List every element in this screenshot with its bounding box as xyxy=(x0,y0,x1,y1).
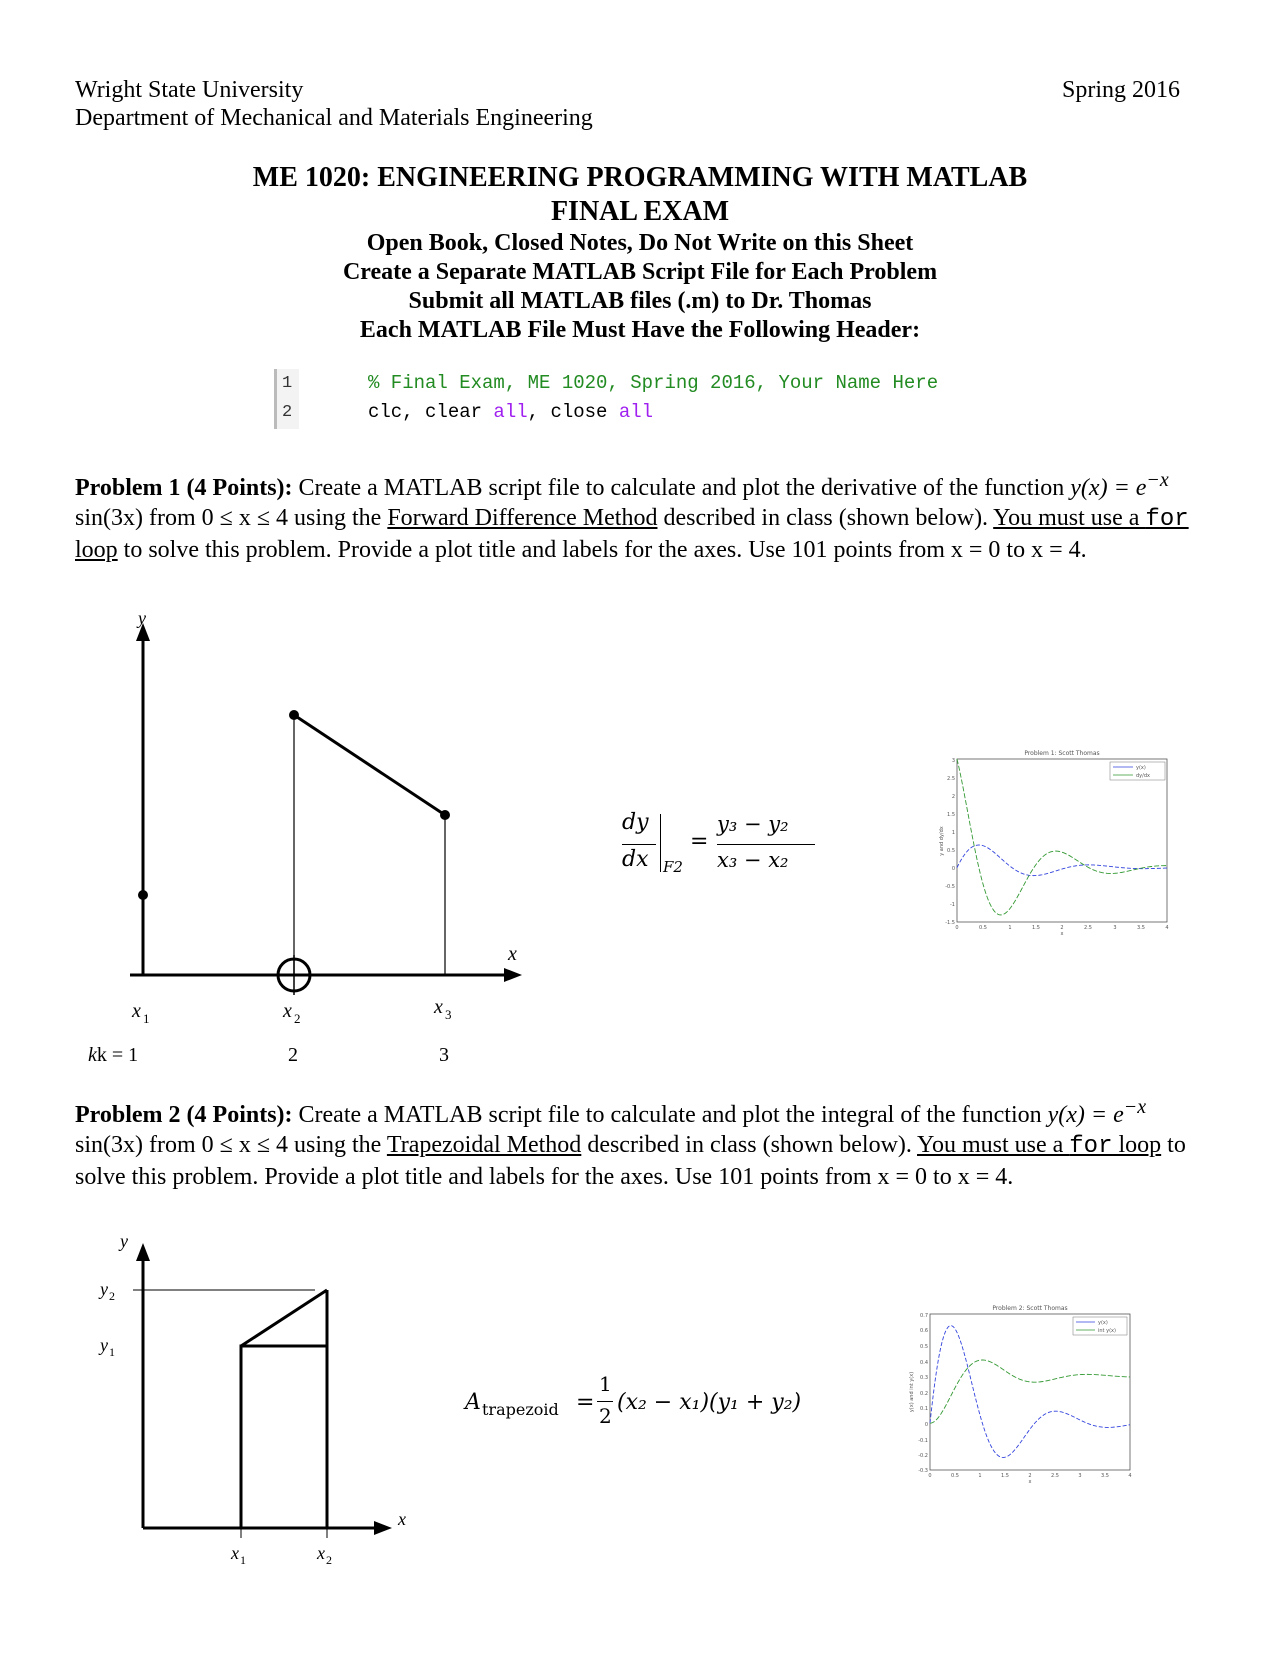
p1-plot-ylabel: y and dy/dx xyxy=(939,826,945,856)
code-keyword-all: all xyxy=(493,401,528,423)
problem-1-loop: loop xyxy=(75,537,118,563)
p2-ytick: 0.6 xyxy=(920,1328,928,1334)
instruction-line-1: Open Book, Closed Notes, Do Not Write on this Sheet xyxy=(366,230,914,256)
department-name: Department of Mechanical and Materials Engineering xyxy=(75,105,593,131)
p1-xtick: 4 xyxy=(1165,925,1169,931)
p1-xtick: 3 xyxy=(1113,925,1117,931)
p1-xtick: 1 xyxy=(1008,925,1012,931)
formula-numerator: y₃ − y₂ xyxy=(717,812,789,836)
p2-legend-y: y(x) xyxy=(1098,1320,1108,1326)
p1-x1-sub: 1 xyxy=(143,1011,150,1026)
code-header-block xyxy=(274,369,974,429)
formula-subscript: F2 xyxy=(663,858,683,876)
p2-y2-sub: 2 xyxy=(109,1289,115,1303)
formula-A: A xyxy=(465,1390,481,1415)
p1-k2: 2 xyxy=(288,1044,298,1066)
p2-ytick: 0.1 xyxy=(920,1406,928,1412)
p1-ytick: 0.5 xyxy=(947,848,955,854)
p1-ytick: -0.5 xyxy=(945,884,955,890)
problem-2-text: described in class (shown below). xyxy=(581,1132,918,1158)
p1-xtick: 3.5 xyxy=(1137,925,1145,931)
course-title: ME 1020: ENGINEERING PROGRAMMING WITH MATLAB xyxy=(252,162,1028,193)
problem-2-must: You must use a xyxy=(917,1132,1070,1158)
problem-1-function-rest: sin(3x) xyxy=(75,505,143,531)
term: Spring 2016 xyxy=(1062,77,1181,103)
university-name: Wright State University xyxy=(75,77,304,103)
p2-xtick: 0.5 xyxy=(951,1473,959,1479)
formula-equals: = xyxy=(569,1390,602,1415)
p1-x1-label: x xyxy=(132,1000,141,1022)
problem-1-must: You must use a xyxy=(993,505,1146,531)
p1-x2-sub: 2 xyxy=(294,1011,301,1026)
problem-2-text: Create a MATLAB script file to calculate and plot the integral of the function xyxy=(292,1102,1048,1128)
p2-plot-xlabel: x xyxy=(1028,1479,1032,1485)
p2-x1-sub: 1 xyxy=(240,1553,246,1565)
p1-plot-xlabel: x xyxy=(1060,931,1064,935)
problem-1-text: to solve this problem. Provide a plot title and labels for the axes. Use 101 points from x = 0 to x = 4. xyxy=(117,537,1087,563)
trapezoid-diagram xyxy=(90,1235,420,1565)
problem-2-exponent: −x xyxy=(1123,1096,1147,1118)
p2-xtick: 1 xyxy=(978,1473,982,1479)
p2-ytick: 0.4 xyxy=(920,1360,928,1366)
p1-xtick: 2.5 xyxy=(1084,925,1092,931)
p2-plot-ylabel: y(x) and int y(x) xyxy=(909,1371,915,1413)
forward-difference-formula: dy dx F2 = y₃ − y₂ x₃ − x₂ xyxy=(622,810,822,880)
problem-2-method: Trapezoidal Method xyxy=(386,1132,582,1158)
problem-2-function: y(x) = e xyxy=(1047,1102,1124,1128)
instruction-line-2: Create a Separate MATLAB Script File for Each Problem xyxy=(342,259,938,285)
p2-y1-label: y xyxy=(100,1335,108,1355)
p2-ytick: 0.2 xyxy=(920,1391,928,1397)
problem-1-method: Forward Difference Method xyxy=(387,505,658,531)
code-clc: clc, clear xyxy=(368,401,494,423)
p2-xtick: 1.5 xyxy=(1001,1473,1009,1479)
instruction-line-3: Submit all MATLAB files (.m) to Dr. Thomas xyxy=(408,288,872,314)
problem-1-for-keyword: for xyxy=(1145,506,1189,533)
p1-xtick: 0.5 xyxy=(979,925,987,931)
p1-legend-dydx: dy/dx xyxy=(1136,773,1150,779)
p1-xtick: 1.5 xyxy=(1032,925,1040,931)
code-comment-line: % Final Exam, ME 1020, Spring 2016, Your Name Here xyxy=(368,372,939,394)
p1-k3: 3 xyxy=(439,1044,449,1066)
p1-ytick: 1 xyxy=(951,830,955,836)
p2-xtick: 0 xyxy=(928,1473,932,1479)
p1-xtick: 2 xyxy=(1060,925,1064,931)
p2-xtick: 2 xyxy=(1028,1473,1032,1479)
p2-legend-int: int y(x) xyxy=(1098,1328,1116,1334)
problem-1-exponent: −x xyxy=(1146,469,1169,491)
code-close: , close xyxy=(527,401,619,423)
instruction-line-4: Each MATLAB File Must Have the Following Header: xyxy=(359,317,921,343)
problem-1-label: Problem 1 (4 Points): xyxy=(75,475,293,501)
forward-difference-diagram xyxy=(80,615,530,1075)
p1-legend-y: y(x) xyxy=(1136,765,1146,771)
problem-2-label: Problem 2 (4 Points): xyxy=(75,1102,293,1128)
formula-denominator: x₃ − x₂ xyxy=(717,848,789,872)
p2-y2-label: y xyxy=(100,1279,108,1299)
p2-ytick: 0.3 xyxy=(920,1375,928,1381)
p1-k-label: kk = 1 xyxy=(88,1044,139,1066)
p1-ytick: 3 xyxy=(951,758,955,764)
exam-title: FINAL EXAM xyxy=(550,196,730,227)
formula-trapezoid-sub: trapezoid xyxy=(482,1400,559,1419)
problem-2-plot xyxy=(905,1300,1135,1485)
problem-1-function: y(x) = e xyxy=(1070,475,1147,501)
problem-1-plot xyxy=(935,745,1175,935)
p1-ytick: -1.5 xyxy=(945,920,955,926)
formula-dx: dx xyxy=(622,847,649,872)
formula-half-num: 1 xyxy=(599,1372,612,1396)
problem-1-statement xyxy=(75,465,1205,565)
p1-ytick: 2.5 xyxy=(947,776,955,782)
p2-plot-title: Problem 2: Scott Thomas xyxy=(992,1305,1068,1312)
problem-2-loop: loop xyxy=(1112,1132,1162,1158)
p2-ytick: 0.5 xyxy=(920,1344,928,1350)
problem-1-text: from 0 ≤ x ≤ 4 using the xyxy=(143,505,388,531)
p2-ytick: -0.1 xyxy=(918,1438,928,1444)
p2-y1-sub: 1 xyxy=(109,1345,115,1359)
code-command-line xyxy=(368,398,938,427)
p1-ytick: 1.5 xyxy=(947,812,955,818)
p1-x-axis-label: x xyxy=(508,943,517,965)
p2-x-axis-label: x xyxy=(398,1509,406,1529)
problem-1-text: described in class (shown below). xyxy=(657,505,994,531)
p2-ytick: -0.3 xyxy=(918,1468,928,1474)
p2-ytick: -0.2 xyxy=(918,1453,928,1459)
p2-xtick: 4 xyxy=(1128,1473,1132,1479)
formula-dy: dy xyxy=(622,810,649,835)
p2-xtick: 3.5 xyxy=(1101,1473,1109,1479)
p2-x2-label: x xyxy=(317,1543,325,1563)
p1-ytick: 2 xyxy=(951,794,955,800)
p2-ytick: 0.7 xyxy=(920,1313,928,1319)
problem-2-text: from 0 ≤ x ≤ 4 using the xyxy=(143,1132,387,1158)
formula-rest: (x₂ − x₁)(y₁ + y₂) xyxy=(617,1390,802,1415)
p2-xtick: 2.5 xyxy=(1051,1473,1059,1479)
p1-xtick: 0 xyxy=(955,925,959,931)
p2-x2-sub: 2 xyxy=(326,1553,332,1565)
formula-half-den: 2 xyxy=(599,1404,612,1428)
p1-ytick: -1 xyxy=(950,902,955,908)
problem-2-function-rest: sin(3x) xyxy=(75,1132,143,1158)
p2-xtick: 3 xyxy=(1078,1473,1082,1479)
problem-2-statement xyxy=(75,1092,1205,1192)
p1-ytick: 0 xyxy=(951,866,955,872)
line-number-gutter xyxy=(274,369,299,429)
problem-2-text: to solve this problem. Provide a plot title and labels for the axes. Use 101 points from x = 0 to x = 4. xyxy=(75,1132,1186,1190)
p2-ytick: 0 xyxy=(924,1422,928,1428)
code-keyword-all: all xyxy=(618,401,654,423)
trapezoid-formula xyxy=(465,1372,825,1442)
p2-x1-label: x xyxy=(231,1543,239,1563)
problem-1-text: Create a MATLAB script file to calculate and plot the derivative of the function xyxy=(292,475,1071,501)
p1-x3-sub: 3 xyxy=(445,1007,452,1022)
p2-y-axis-label: y xyxy=(120,1235,128,1251)
line-number: 2 xyxy=(282,403,293,422)
p1-plot-title: Problem 1: Scott Thomas xyxy=(1024,750,1100,757)
p1-x2-label: x xyxy=(283,1000,292,1022)
p1-y-axis-label: y xyxy=(138,615,146,628)
p1-x3-label: x xyxy=(434,996,443,1018)
problem-2-for-keyword: for xyxy=(1069,1133,1113,1160)
line-number: 1 xyxy=(282,374,293,393)
